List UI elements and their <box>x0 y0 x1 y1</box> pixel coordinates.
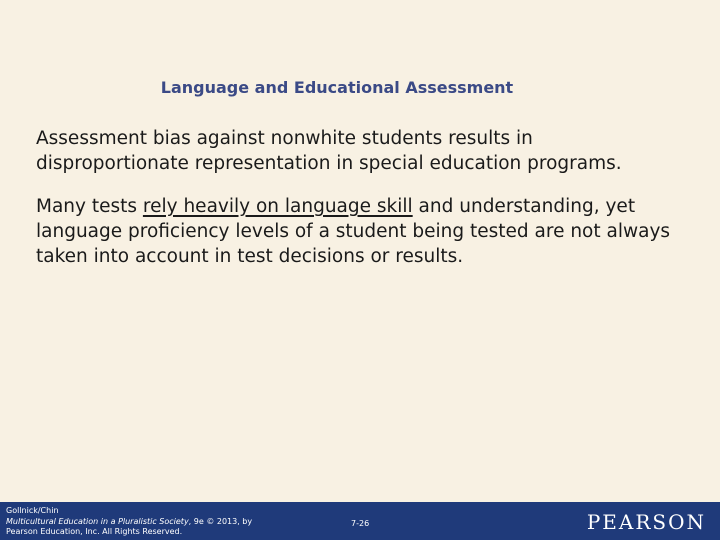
credit-book-title: Multicultural Education in a Pluralistic Society <box>6 516 189 526</box>
underlined-phrase: rely heavily on language skill <box>142 196 413 217</box>
paragraph-text-after: and understanding, yet language proficiency levels of a student being tested are not always taken into account in test decisions or results. <box>36 196 671 267</box>
footer-bar <box>0 502 720 540</box>
credit-edition: , 9e © 2013, by <box>188 516 253 526</box>
slide-title: Language and Educational Assessment <box>160 78 514 97</box>
copyright-credit <box>6 506 252 538</box>
paragraph-assessment-bias: Assessment bias against nonwhite students results in disproportionate representation in special education programs. <box>36 128 622 174</box>
credit-book <box>6 517 252 528</box>
paragraph-language-skill <box>36 194 676 269</box>
credit-authors: Gollnick/Chin <box>6 506 59 515</box>
pearson-logo: PEARSON <box>586 510 706 534</box>
page-number: 7-26 <box>351 519 370 528</box>
paragraph-text-before: Many tests <box>36 196 143 217</box>
credit-publisher: Pearson Education, Inc. All Rights Reserved. <box>6 527 183 536</box>
